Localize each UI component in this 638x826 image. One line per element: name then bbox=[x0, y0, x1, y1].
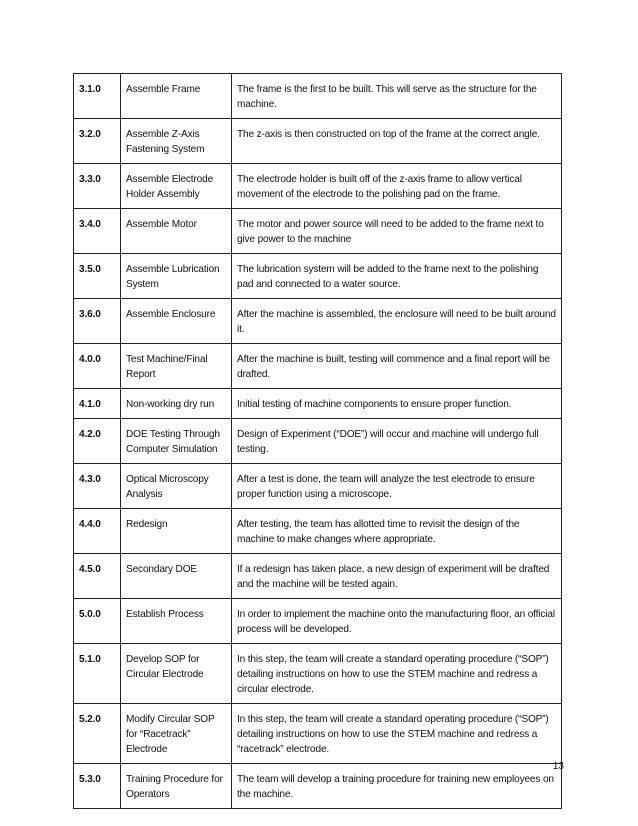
page-number: 13 bbox=[552, 761, 564, 772]
task-description-cell: The team will develop a training procedure for training new employees on the machine. bbox=[232, 764, 562, 809]
task-name-cell: Optical Microscopy Analysis bbox=[121, 464, 232, 509]
task-description-cell: Initial testing of machine components to ensure proper function. bbox=[232, 389, 562, 419]
task-name-cell: Training Procedure for Operators bbox=[121, 764, 232, 809]
table-row bbox=[74, 509, 562, 554]
task-id-cell: 3.4.0 bbox=[74, 209, 121, 254]
task-name-cell: Assemble Lubrication System bbox=[121, 254, 232, 299]
table-row bbox=[74, 764, 562, 809]
task-description-cell: If a redesign has taken place, a new design of experiment will be drafted and the machine will be tested again. bbox=[232, 554, 562, 599]
task-name-cell: Develop SOP for Circular Electrode bbox=[121, 644, 232, 704]
work-breakdown-table bbox=[73, 73, 562, 809]
task-id-cell: 4.3.0 bbox=[74, 464, 121, 509]
task-description-cell: In this step, the team will create a standard operating procedure (“SOP”) detailing instructions on how to use the STEM machine and redress a circular electrode. bbox=[232, 644, 562, 704]
task-id-cell: 4.5.0 bbox=[74, 554, 121, 599]
table-row bbox=[74, 704, 562, 764]
task-name-cell: Establish Process bbox=[121, 599, 232, 644]
table-row bbox=[74, 209, 562, 254]
task-id-cell: 4.2.0 bbox=[74, 419, 121, 464]
task-name-cell: Redesign bbox=[121, 509, 232, 554]
task-description-cell: After the machine is built, testing will commence and a final report will be drafted. bbox=[232, 344, 562, 389]
task-description-cell: The electrode holder is built off of the z-axis frame to allow vertical movement of the electrode to the polishing pad on the frame. bbox=[232, 164, 562, 209]
task-name-cell: Secondary DOE bbox=[121, 554, 232, 599]
table-row bbox=[74, 344, 562, 389]
task-id-cell: 5.0.0 bbox=[74, 599, 121, 644]
table-row bbox=[74, 164, 562, 209]
task-id-cell: 3.5.0 bbox=[74, 254, 121, 299]
task-description-cell: After testing, the team has allotted time to revisit the design of the machine to make changes where appropriate. bbox=[232, 509, 562, 554]
task-name-cell: Assemble Electrode Holder Assembly bbox=[121, 164, 232, 209]
task-name-cell: DOE Testing Through Computer Simulation bbox=[121, 419, 232, 464]
task-description-cell: Design of Experiment (“DOE”) will occur and machine will undergo full testing. bbox=[232, 419, 562, 464]
task-description-cell: In order to implement the machine onto the manufacturing floor, an official process will be developed. bbox=[232, 599, 562, 644]
task-id-cell: 4.0.0 bbox=[74, 344, 121, 389]
task-name-cell: Assemble Motor bbox=[121, 209, 232, 254]
task-id-cell: 4.1.0 bbox=[74, 389, 121, 419]
table-row bbox=[74, 119, 562, 164]
task-name-cell: Assemble Frame bbox=[121, 74, 232, 119]
table-row bbox=[74, 389, 562, 419]
task-description-cell: In this step, the team will create a standard operating procedure (“SOP”) detailing instructions on how to use the STEM machine and redress a “racetrack” electrode. bbox=[232, 704, 562, 764]
task-description-cell: The frame is the first to be built. This will serve as the structure for the machine. bbox=[232, 74, 562, 119]
task-name-cell: Modify Circular SOP for “Racetrack” Electrode bbox=[121, 704, 232, 764]
table-row bbox=[74, 299, 562, 344]
table-row bbox=[74, 644, 562, 704]
table-body bbox=[74, 74, 562, 809]
task-id-cell: 5.3.0 bbox=[74, 764, 121, 809]
task-description-cell: The z-axis is then constructed on top of the frame at the correct angle. bbox=[232, 119, 562, 164]
task-name-cell: Assemble Enclosure bbox=[121, 299, 232, 344]
task-id-cell: 3.3.0 bbox=[74, 164, 121, 209]
table-row bbox=[74, 554, 562, 599]
task-id-cell: 3.2.0 bbox=[74, 119, 121, 164]
table-row bbox=[74, 254, 562, 299]
task-name-cell: Assemble Z-Axis Fastening System bbox=[121, 119, 232, 164]
task-id-cell: 5.1.0 bbox=[74, 644, 121, 704]
task-id-cell: 3.6.0 bbox=[74, 299, 121, 344]
table-row bbox=[74, 419, 562, 464]
task-id-cell: 4.4.0 bbox=[74, 509, 121, 554]
table-row bbox=[74, 74, 562, 119]
task-description-cell: After a test is done, the team will analyze the test electrode to ensure proper function using a microscope. bbox=[232, 464, 562, 509]
table-row bbox=[74, 599, 562, 644]
task-name-cell: Non-working dry run bbox=[121, 389, 232, 419]
task-id-cell: 3.1.0 bbox=[74, 74, 121, 119]
task-description-cell: The motor and power source will need to be added to the frame next to give power to the machine bbox=[232, 209, 562, 254]
task-description-cell: After the machine is assembled, the enclosure will need to be built around it. bbox=[232, 299, 562, 344]
task-name-cell: Test Machine/Final Report bbox=[121, 344, 232, 389]
task-id-cell: 5.2.0 bbox=[74, 704, 121, 764]
table-row bbox=[74, 464, 562, 509]
task-description-cell: The lubrication system will be added to the frame next to the polishing pad and connected to a water source. bbox=[232, 254, 562, 299]
